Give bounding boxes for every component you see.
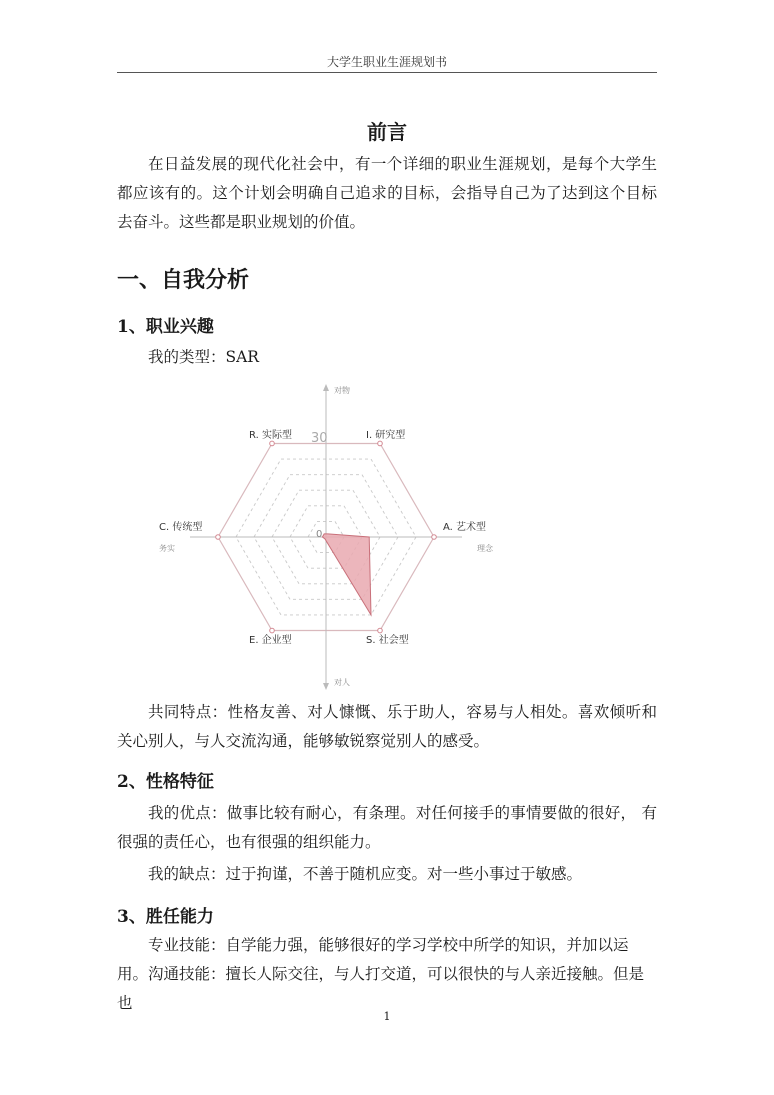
subheading-personality: 2、性格特征 <box>117 772 214 792</box>
holland-radar-chart <box>150 378 510 694</box>
direction-label-left: 务实 <box>159 544 175 553</box>
axis-label-artistic: A. 艺术型 <box>443 522 487 533</box>
origin-label: 0 <box>316 529 323 540</box>
professional-skill-line: 专业技能：自学能力强，能够很好的学习学校中所学的知识，并加以运用。 <box>117 936 629 983</box>
scale-label: 30 <box>311 431 328 446</box>
common-traits-paragraph: 共同特点：性格友善、对人慷慨、乐于助人，容易与人相处。喜欢倾听和关心别人，与人交流沟通，能够敏锐察觉别人的感受。 <box>117 703 657 750</box>
radar-vertex-dot <box>216 535 221 540</box>
page-number: 1 <box>383 1010 391 1023</box>
radar-vertex-dot <box>378 441 383 446</box>
preface-paragraph: 在日益发展的现代化社会中，有一个详细的职业生涯规划，是每个大学生都应该有的。这个计划会明确自己追求的目标，会指导自己为了达到这个目标去奋斗。这些都是职业规划的价值。 <box>117 155 657 231</box>
axis-label-social: S. 社会型 <box>366 635 409 646</box>
axis-label-enterprising: E. 企业型 <box>249 635 292 646</box>
direction-label-top: 对物 <box>334 386 350 395</box>
radar-vertex-dot <box>270 441 275 446</box>
direction-label-bottom: 对人 <box>334 678 350 687</box>
communication-skill-line: 沟通技能：擅长人际交往，与人打交道，可以很快的与人亲近接触。但是也 <box>117 965 645 1012</box>
subheading-career-interest: 1、职业兴趣 <box>117 317 214 337</box>
preface-title: 前言 <box>367 120 407 144</box>
section-heading-self-analysis: 一、自我分析 <box>117 267 250 293</box>
axis-label-realistic: R. 实际型 <box>249 430 292 441</box>
radar-vertex-dot <box>378 628 383 633</box>
header-rule <box>117 72 657 73</box>
axis-label-investigative: I. 研究型 <box>366 430 406 441</box>
weaknesses-line: 我的缺点：过于拘谨，不善于随机应变。对一些小事过于敏感。 <box>148 865 583 883</box>
type-line-text: 我的类型：SAR <box>148 348 259 366</box>
axis-arrow-top <box>323 384 329 391</box>
radar-data-polygon <box>322 534 371 615</box>
page-header: 大学生职业生涯规划书 <box>326 55 447 69</box>
radar-vertex-dot <box>270 628 275 633</box>
radar-vertex-dot <box>432 535 437 540</box>
type-line <box>117 343 657 372</box>
strengths-paragraph: 我的优点：做事比较有耐心，有条理。对任何接手的事情要做的很好， 有很强的责任心，也有很强的组织能力。 <box>117 804 657 851</box>
direction-label-right: 理念 <box>477 544 493 553</box>
axis-label-conventional: C. 传统型 <box>159 522 203 533</box>
subheading-competency: 3、胜任能力 <box>117 907 214 927</box>
axis-arrow-bottom <box>323 683 329 690</box>
